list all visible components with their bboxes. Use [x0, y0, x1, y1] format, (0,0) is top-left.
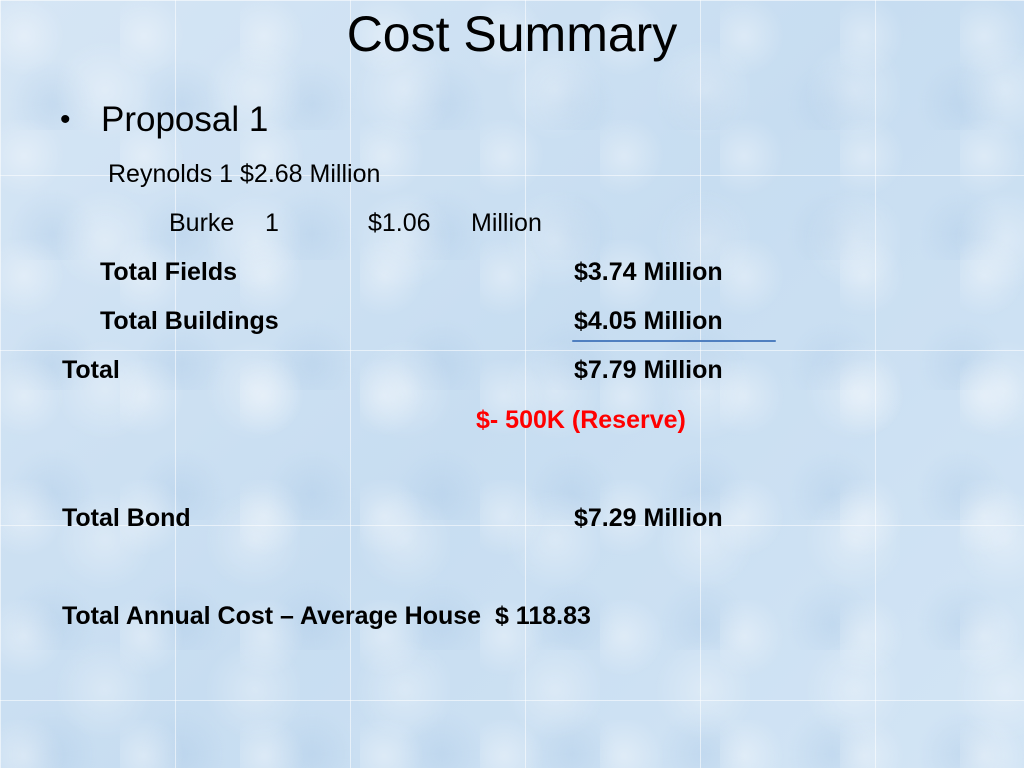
total-buildings-label: Total Buildings	[100, 307, 279, 335]
value-underline	[572, 340, 776, 342]
total-fields-label: Total Fields	[100, 258, 238, 286]
total-bond-label: Total Bond	[62, 504, 191, 532]
burke-number: 1	[265, 209, 279, 237]
proposal-heading: Proposal 1	[101, 100, 269, 139]
burke-unit: Million	[471, 209, 542, 237]
reserve-deduction: $- 500K (Reserve)	[476, 406, 686, 434]
reynolds-line: Reynolds 1 $2.68 Million	[108, 160, 381, 188]
total-label: Total	[62, 356, 120, 384]
total-fields-value: $3.74 Million	[574, 258, 723, 286]
total-buildings-value: $4.05 Million	[574, 307, 723, 335]
burke-amount: $1.06	[368, 209, 431, 237]
annual-cost-line: Total Annual Cost – Average House $ 118.83	[62, 602, 591, 630]
burke-name: Burke	[169, 209, 235, 237]
total-value: $7.79 Million	[574, 356, 723, 384]
slide-title: Cost Summary	[346, 6, 678, 62]
total-bond-value: $7.29 Million	[574, 504, 723, 532]
bullet-icon: •	[60, 103, 71, 136]
